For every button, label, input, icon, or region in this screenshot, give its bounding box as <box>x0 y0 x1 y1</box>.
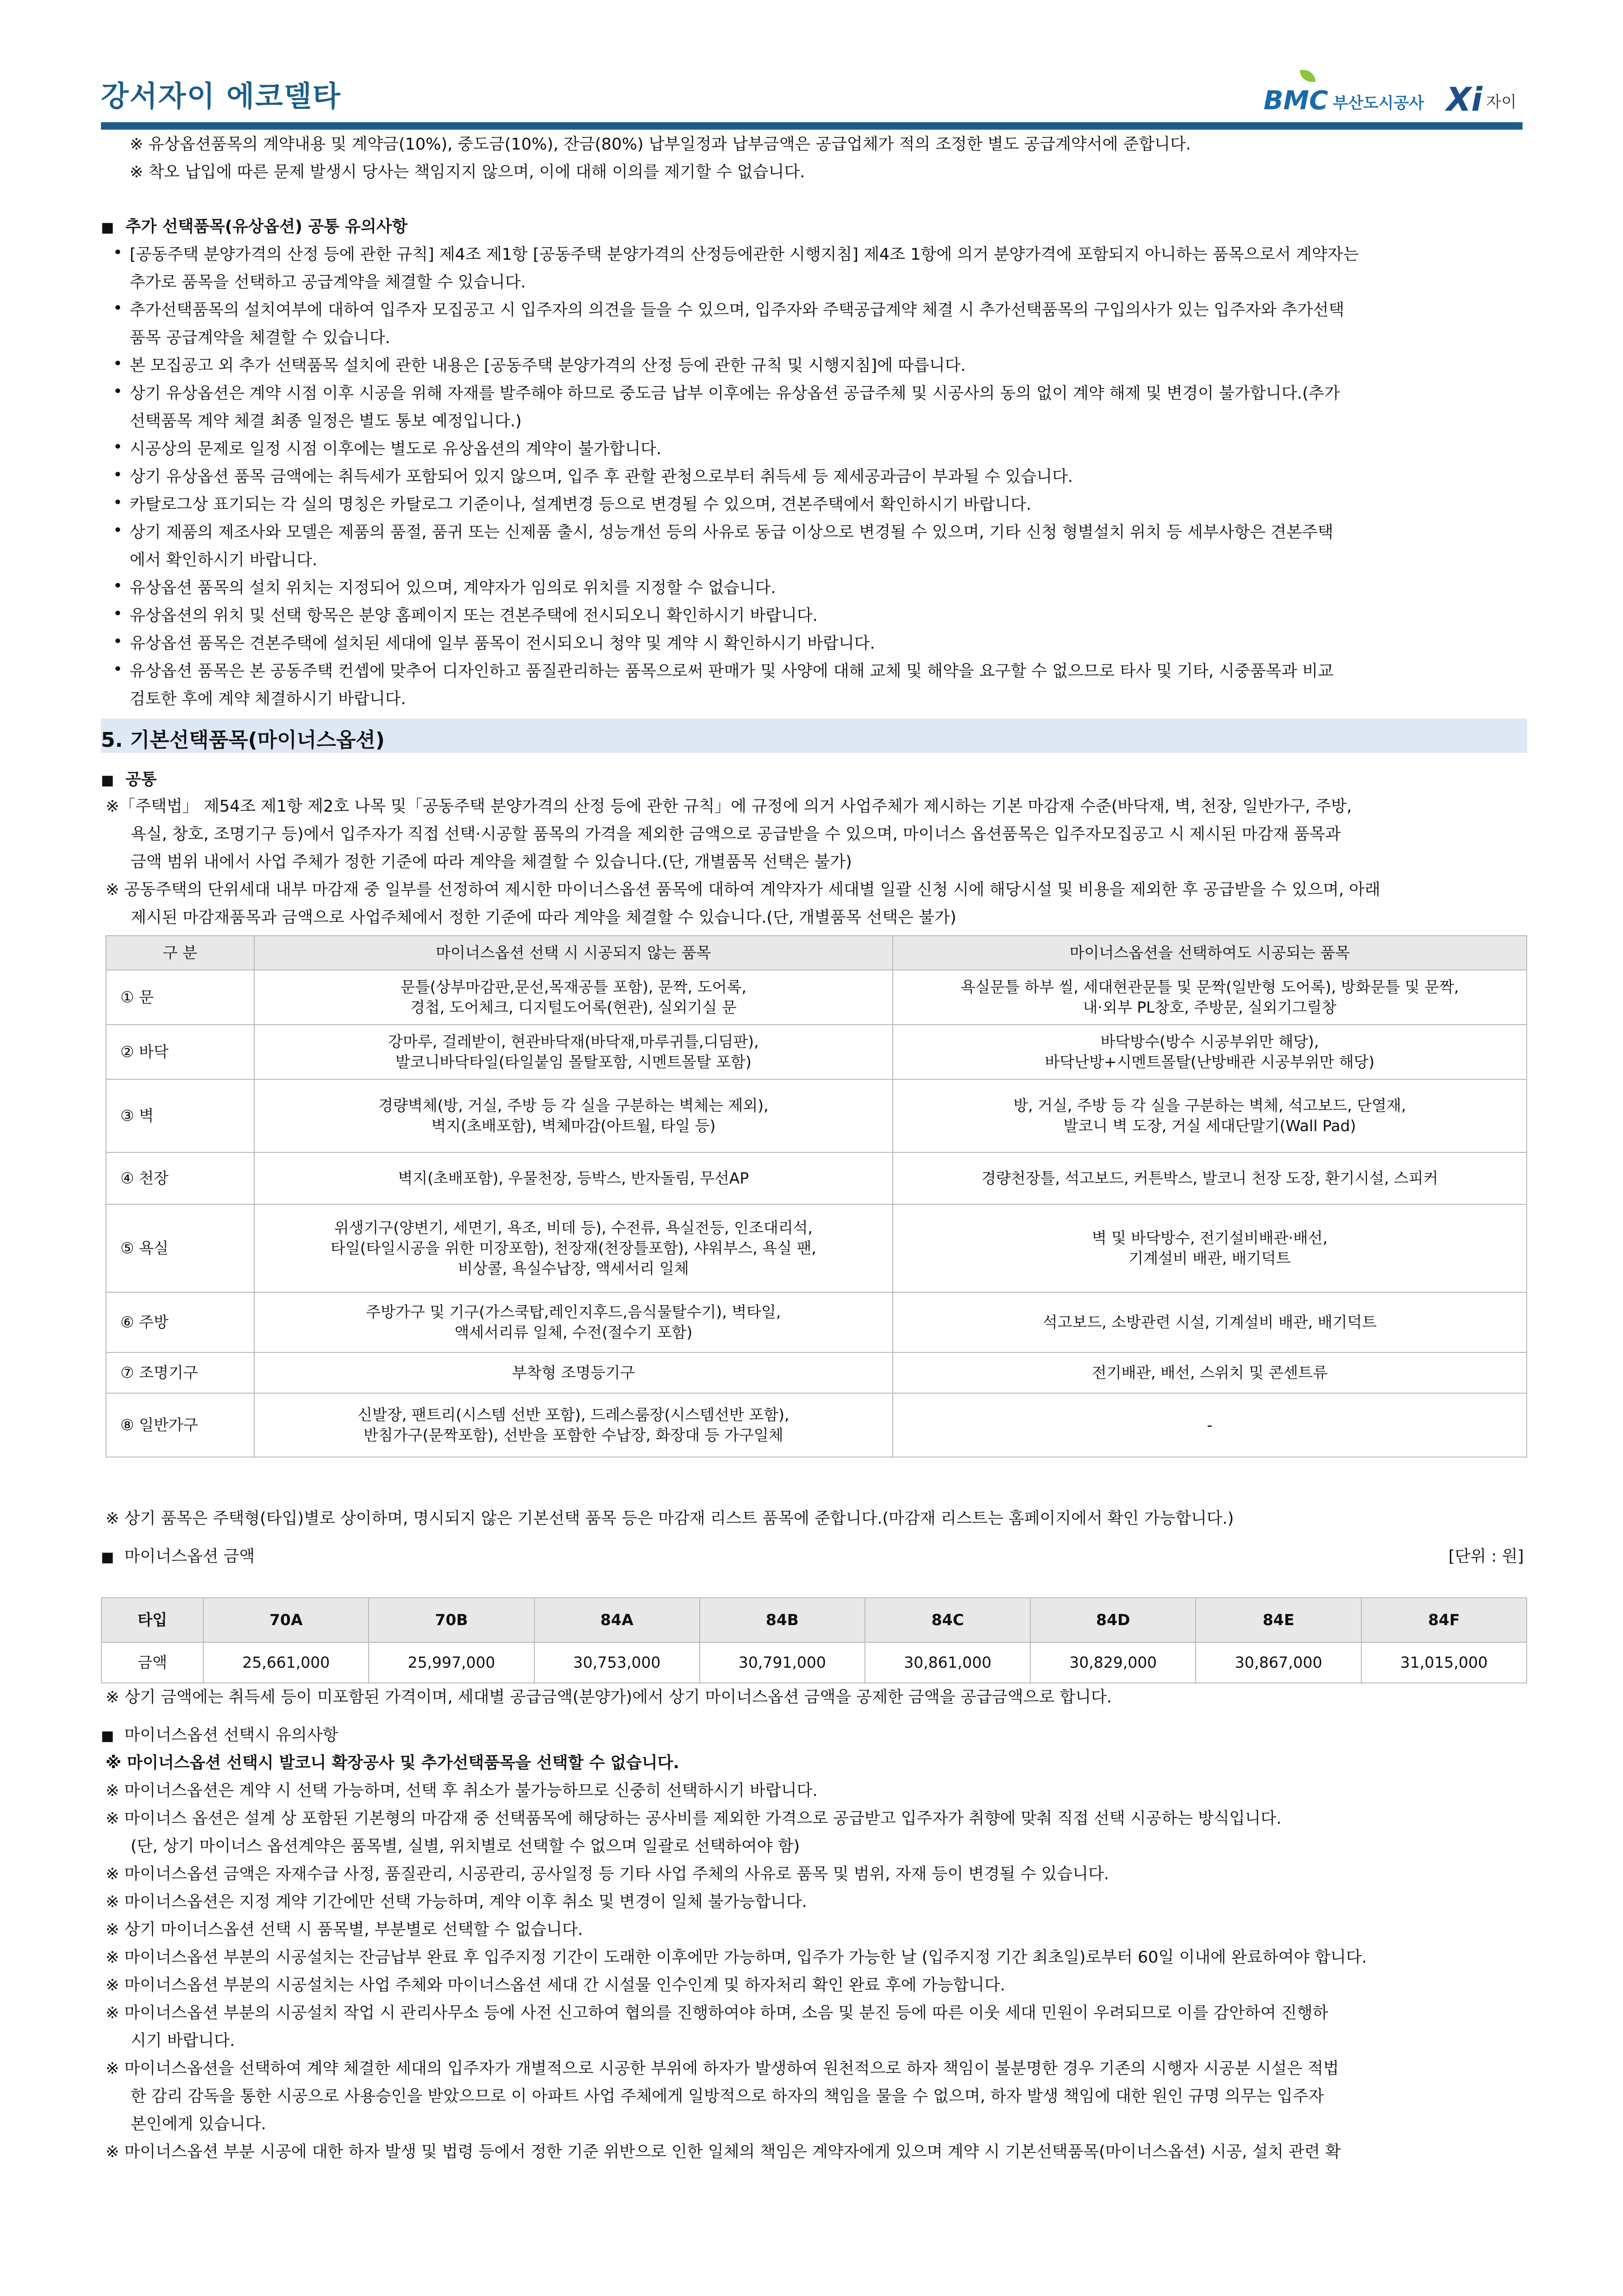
type-header: 84A <box>534 1598 700 1642</box>
cell-line: 전기배관, 배선, 스위치 및 콘센트류 <box>1091 1364 1328 1382</box>
option-note-line: 검토한 후에 계약 체결하시기 바랍니다. <box>130 690 406 708</box>
type-header: 70A <box>203 1598 369 1642</box>
option-note-line: 유상옵션 품목은 견본주택에 설치된 세대에 일부 품목이 전시되오니 청약 및 계약 시 확인하시기 바랍니다. <box>130 634 875 653</box>
price-cell: 30,861,000 <box>865 1642 1030 1683</box>
table-row <box>106 1393 1527 1457</box>
table-row <box>106 1025 1527 1079</box>
xi-logo-text: 자이 <box>1486 93 1516 112</box>
table-row <box>106 1204 1527 1292</box>
option-note-line: 추가로 품목을 선택하고 공급계약을 체결할 수 있습니다. <box>130 273 526 292</box>
caution-line: (단, 상기 마이너스 옵션계약은 품목별, 실별, 위치별로 선택할 수 없으며 일괄로 선택하여야 함) <box>131 1837 800 1856</box>
section-5-header <box>101 719 1527 753</box>
row-header: 타입 <box>101 1598 203 1642</box>
cell-line: 경량천장틀, 석고보드, 커튼박스, 발코니 천장 도장, 환기시설, 스피커 <box>981 1169 1438 1187</box>
column-header: 마이너스옵션을 선택하여도 시공되는 품목 <box>893 936 1527 970</box>
top-note: ※ 유상옵션품목의 계약내용 및 계약금(10%), 중도금(10%), 잔금(80%) 납부일정과 납부금액은 공급업체가 적의 조정한 별도 공급계약서에 준합니다. <box>130 135 1191 154</box>
category-cell: ④ 천장 <box>106 1152 254 1204</box>
included-items-cell <box>893 1393 1527 1457</box>
xi-logo <box>1446 81 1516 119</box>
bullet-icon: • <box>113 521 123 540</box>
price-cell: 30,753,000 <box>534 1642 700 1683</box>
top-note: ※ 착오 납입에 따른 문제 발생시 당사는 책임지지 않으며, 이에 대해 이의를 제기할 수 없습니다. <box>130 163 805 181</box>
cell-line: 문틀(상부마감판,문선,목재공틀 포함), 문짝, 도어록, <box>400 978 746 996</box>
common-heading-text: 공통 <box>125 770 157 789</box>
common-note: 욕실, 창호, 조명기구 등)에서 입주자가 직접 선택·시공할 품목의 가격을 제외한 금액으로 공급받을 수 있으며, 마이너스 옵션품목은 입주자모집공고 시 제시된 마감재 품목과 <box>131 825 1341 844</box>
option-note-line: 유상옵션 품목의 설치 위치는 지정되어 있으며, 계약자가 임의로 위치를 지정할 수 없습니다. <box>130 579 776 597</box>
cell-line: 욕실문틀 하부 씰, 세대현관문틀 및 문짝(일반형 도어록), 방화문틀 및 문짝, <box>960 978 1459 996</box>
excluded-items-cell <box>254 1292 893 1352</box>
caution-line: ※ 마이너스옵션은 지정 계약 기간에만 선택 가능하며, 계약 이후 취소 및 변경이 일체 불가능합니다. <box>106 1893 807 1911</box>
common-note: 금액 범위 내에서 사업 주체가 정한 기준에 따라 계약을 체결할 수 있습니다.(단, 개별품목 선택은 불가) <box>131 853 852 871</box>
excluded-items-cell <box>254 970 893 1025</box>
bullet-icon: • <box>113 466 123 484</box>
cell-line: 신발장, 팬트리(시스템 선반 포함), 드레스룸장(시스템선반 포함), <box>357 1406 790 1424</box>
caution-line: 한 감리 감독을 통한 시공으로 사용승인을 받았으므로 이 아파트 사업 주체에게 일방적으로 하자의 책임을 물을 수 없으며, 하자 발생 책임에 대한 원인 규명 의무는 입주자 <box>131 2087 1324 2106</box>
header-divider <box>101 122 1523 130</box>
caution-line: ※ 마이너스옵션을 선택하여 계약 체결한 세대의 입주자가 개별적으로 시공한 부위에 하자가 발생하여 원천적으로 하자 책임이 불분명한 경우 기존의 시행자 시공분 시설은 적법 <box>106 2059 1339 2078</box>
caution-line: ※ 마이너스옵션 선택시 발코니 확장공사 및 추가선택품목을 선택할 수 없습니다. <box>106 1754 679 1772</box>
category-cell: ⑦ 조명기구 <box>106 1352 254 1393</box>
square-bullet-icon: ■ <box>101 1549 114 1565</box>
table-note: ※ 상기 품목은 주택형(타입)별로 상이하며, 명시되지 않은 기본선택 품목 등은 마감재 리스트 품목에 준합니다.(마감재 리스트는 홈페이지에서 확인 가능합니다.) <box>106 1509 1234 1528</box>
type-header: 84F <box>1361 1598 1527 1642</box>
caution-line: ※ 상기 마이너스옵션 선택 시 품목별, 부분별로 선택할 수 없습니다. <box>106 1921 583 1939</box>
bmc-logo-text: 부산도시공사 <box>1333 94 1424 113</box>
section-5-title: 5. 기본선택품목(마이너스옵션) <box>101 728 385 752</box>
category-cell: ⑤ 욕실 <box>106 1204 254 1292</box>
caution-heading-text: 마이너스옵션 선택시 유의사항 <box>124 1726 338 1745</box>
common-note: ※「주택법」 제54조 제1항 제2호 나목 및「공동주택 분양가격의 산정 등에 관한 규칙」에 규정에 의거 사업주체가 제시하는 기본 마감재 수준(바닥재, 벽, 천장, 일반가구, 주방, <box>106 797 1352 816</box>
option-note-line: 카탈로그상 표기되는 각 실의 명칭은 카탈로그 기준이나, 설계변경 등으로 변경될 수 있으며, 견본주택에서 확인하시기 바랍니다. <box>130 495 1032 514</box>
caution-line: 본인에게 있습니다. <box>131 2115 266 2133</box>
table-row <box>106 1152 1527 1204</box>
square-bullet-icon: ■ <box>101 1728 114 1744</box>
cell-line: 벽 및 바닥방수, 전기설비배관·배선, <box>1091 1229 1328 1247</box>
table-row <box>106 1079 1527 1152</box>
price-cell: 25,997,000 <box>369 1642 534 1683</box>
caution-line: ※ 마이너스옵션 부분의 시공설치 작업 시 관리사무소 등에 사전 신고하여 협의를 진행하여야 하며, 소음 및 분진 등에 따른 이웃 세대 민원이 우려되므로 이를 감안하여 진행하 <box>106 2004 1328 2022</box>
type-header: 84D <box>1030 1598 1196 1642</box>
bullet-icon: • <box>113 605 123 623</box>
excluded-items-cell <box>254 1025 893 1079</box>
category-cell: ② 바닥 <box>106 1025 254 1079</box>
price-cell: 30,829,000 <box>1030 1642 1196 1683</box>
bullet-icon: • <box>113 299 123 318</box>
price-cell: 31,015,000 <box>1361 1642 1527 1683</box>
cell-line: 벽지(초배포함), 우물천장, 등박스, 반자돌림, 무선AP <box>398 1169 749 1187</box>
price-table-type-row <box>101 1598 1527 1642</box>
price-note: ※ 상기 금액에는 취득세 등이 미포함된 가격이며, 세대별 공급금액(분양가)에서 상기 마이너스옵션 금액을 공제한 금액을 공급금액으로 합니다. <box>106 1688 1112 1707</box>
price-cell: 30,867,000 <box>1196 1642 1361 1683</box>
bullet-icon: • <box>113 355 123 373</box>
excluded-items-cell <box>254 1352 893 1393</box>
cell-line: 주방가구 및 기구(가스쿡탑,레인지후드,음식물탈수기), 벽타일, <box>366 1303 781 1321</box>
cell-line: 경량벽체(방, 거실, 주방 등 각 실을 구분하는 벽체는 제외), <box>378 1096 769 1114</box>
table-row <box>106 970 1527 1025</box>
cell-line: 기계설비 배관, 배기덕트 <box>1128 1249 1291 1267</box>
column-header: 구 분 <box>106 936 254 970</box>
option-note-line: 선택품목 계약 체결 최종 일정은 별도 통보 예정입니다.) <box>130 412 522 431</box>
caution-line: ※ 마이너스옵션 부분 시공에 대한 하자 발생 및 법령 등에서 정한 기준 위반으로 인한 일체의 책임은 계약자에게 있으며 계약 시 기본선택품목(마이너스옵션) 시공, 설치 관련 확 <box>106 2143 1341 2161</box>
minus-option-price-table <box>101 1597 1527 1683</box>
option-note-line: 추가선택품목의 설치여부에 대하여 입주자 모집공고 시 입주자의 의견을 들을 수 있으며, 입주자와 주택공급계약 체결 시 추가선택품목의 구입의사가 있는 입주자와 추가선택 <box>130 301 1345 319</box>
table-header-row <box>106 936 1527 970</box>
logo-group <box>1263 69 1516 119</box>
cell-line: 경첩, 도어체크, 디지털도어록(현관), 실외기실 문 <box>410 998 737 1016</box>
bullet-icon: • <box>113 494 123 512</box>
price-heading <box>101 1545 255 1569</box>
caution-line: ※ 마이너스옵션은 계약 시 선택 가능하며, 선택 후 취소가 불가능하므로 신중히 선택하시기 바랍니다. <box>106 1782 818 1800</box>
bmc-logo-mark <box>1264 86 1328 116</box>
cell-line: - <box>1207 1416 1213 1434</box>
bullet-icon: • <box>113 660 123 679</box>
type-header: 84B <box>700 1598 865 1642</box>
included-items-cell <box>893 970 1527 1025</box>
included-items-cell <box>893 1292 1527 1352</box>
price-cell: 30,791,000 <box>700 1642 865 1683</box>
cell-line: 석고보드, 소방관련 시설, 기계설비 배관, 배기덕트 <box>1042 1313 1377 1331</box>
type-header: 84E <box>1196 1598 1361 1642</box>
cell-line: 발코니 벽 도장, 거실 세대단말기(Wall Pad) <box>1063 1117 1356 1135</box>
category-cell: ① 문 <box>106 970 254 1025</box>
caution-line: ※ 마이너스 옵션은 설계 상 포함된 기본형의 마감재 중 선택품목에 해당하는 공사비를 제외한 가격으로 공급받고 입주자가 취향에 맞춰 직접 선택 시공하는 방식입니다. <box>106 1809 1282 1828</box>
caution-line: ※ 마이너스옵션 부분의 시공설치는 사업 주체와 마이너스옵션 세대 간 시설물 인수인계 및 하자처리 확인 완료 후에 가능합니다. <box>106 1976 1005 1995</box>
common-note: ※ 공동주택의 단위세대 내부 마감재 중 일부를 선정하여 제시한 마이너스옵션 품목에 대하여 계약자가 세대별 일괄 신청 시에 해당시설 및 비용을 제외한 후 공급받을 수 있으며, 아래 <box>106 881 1380 899</box>
included-items-cell <box>893 1352 1527 1393</box>
square-bullet-icon: ■ <box>101 772 114 788</box>
option-heading <box>101 216 407 239</box>
included-items-cell <box>893 1204 1527 1292</box>
cell-line: 내·외부 PL창호, 주방문, 실외기그릴창 <box>1083 998 1337 1016</box>
type-header: 84C <box>865 1598 1030 1642</box>
option-note-line: 유상옵션 품목은 본 공동주택 컨셉에 맞추어 디자인하고 품질관리하는 품목으로써 판매가 및 사양에 대해 교체 및 해약을 요구할 수 없으므로 타사 및 기타, 시중품목과 비교 <box>130 662 1334 681</box>
bullet-icon: • <box>113 382 123 401</box>
leaf-icon <box>1300 70 1316 82</box>
option-note-line: 유상옵션의 위치 및 선택 항목은 분양 홈페이지 또는 견본주택에 전시되오니 확인하시기 바랍니다. <box>130 607 818 625</box>
excluded-items-cell <box>254 1393 893 1457</box>
included-items-cell <box>893 1079 1527 1152</box>
excluded-items-cell <box>254 1152 893 1204</box>
option-note-line: 상기 유상옵션은 계약 시점 이후 시공을 위해 자재를 발주해야 하므로 중도금 납부 이후에는 유상옵션 공급주체 및 시공사의 동의 없이 계약 해제 및 변경이 불가합니다.(추가 <box>130 384 1340 403</box>
bmc-logo-letters: BMC <box>1263 86 1328 116</box>
price-unit: [단위 : 원] <box>1448 1547 1524 1566</box>
cell-line: 위생기구(양변기, 세면기, 욕조, 비데 등), 수전류, 욕실전등, 인조대리석, <box>334 1219 813 1237</box>
bullet-icon: • <box>113 632 123 651</box>
xi-logo-mark: Xi <box>1446 81 1483 119</box>
minus-option-table <box>106 935 1527 1458</box>
bullet-icon: • <box>113 438 123 457</box>
cell-line: 반침가구(문짝포함), 선반을 포함한 수납장, 화장대 등 가구일체 <box>363 1426 783 1444</box>
option-note-line: 본 모집공고 외 추가 선택품목 설치에 관한 내용은 [공동주택 분양가격의 산정 등에 관한 규칙 및 시행지침]에 따릅니다. <box>130 357 966 375</box>
option-note-line: 에서 확인하시기 바랍니다. <box>130 551 318 569</box>
bmc-logo <box>1264 86 1424 116</box>
cell-line: 발코니바닥타일(타일붙임 몰탈포함, 시멘트몰탈 포함) <box>395 1053 752 1071</box>
cell-line: 부착형 조명등기구 <box>512 1364 635 1382</box>
caution-line: ※ 마이너스옵션 금액은 자재수급 사정, 품질관리, 시공관리, 공사일정 등 기타 사업 주체의 사유로 품목 및 범위, 자재 등이 변경될 수 있습니다. <box>106 1865 1109 1883</box>
cell-line: 강마루, 걸레받이, 현관바닥재(바닥재,마루귀틀,디딤판), <box>388 1032 759 1051</box>
cell-line: 액세서리류 일체, 수전(절수기 포함) <box>454 1323 693 1341</box>
column-header: 마이너스옵션 선택 시 시공되지 않는 품목 <box>254 936 893 970</box>
table-row <box>106 1352 1527 1393</box>
caution-heading <box>101 1724 338 1747</box>
cell-line: 방, 거실, 주방 등 각 실을 구분하는 벽체, 석고보드, 단열재, <box>1013 1096 1406 1114</box>
page-title: 강서자이 에코델타 <box>101 79 341 113</box>
cell-line: 바닥방수(방수 시공부위만 해당), <box>1100 1032 1319 1051</box>
price-table-price-row <box>101 1642 1527 1683</box>
caution-line: ※ 마이너스옵션 부분의 시공설치는 잔금납부 완료 후 입주지정 기간이 도래한 이후에만 가능하며, 입주가 가능한 날 (입주지정 기간 최초일)로부터 60일 이내에 완료하여야 합니다. <box>106 1948 1367 1967</box>
included-items-cell <box>893 1025 1527 1079</box>
cell-line: 벽지(초배포함), 벽체마감(아트월, 타일 등) <box>431 1117 716 1135</box>
caution-line: 시기 바랍니다. <box>131 2032 235 2050</box>
option-note-line: [공동주택 분양가격의 산정 등에 관한 규칙] 제4조 제1항 [공동주택 분양가격의 산정등에관한 시행지침] 제4조 1항에 의거 분양가격에 포함되지 아니하는 품목으로서 계약자는 <box>130 245 1359 264</box>
option-note-line: 품목 공급계약을 체결할 수 있습니다. <box>130 329 390 347</box>
option-heading-text: 추가 선택품목(유상옵션) 공통 유의사항 <box>125 218 408 236</box>
option-note-line: 상기 유상옵션 품목 금액에는 취득세가 포함되어 있지 않으며, 입주 후 관할 관청으로부터 취득세 등 제세공과금이 부과될 수 있습니다. <box>130 468 1073 486</box>
option-note-line: 시공상의 문제로 일정 시점 이후에는 별도로 유상옵션의 계약이 불가합니다. <box>130 440 662 458</box>
included-items-cell <box>893 1152 1527 1204</box>
cell-line: 타일(타일시공을 위한 미장포함), 천장재(천장틀포함), 샤워부스, 욕실 팬, <box>330 1239 816 1257</box>
bullet-icon: • <box>113 244 123 262</box>
common-heading <box>101 769 157 792</box>
cell-line: 비상콜, 욕실수납장, 액세서리 일체 <box>457 1259 689 1277</box>
row-header: 금액 <box>101 1642 203 1683</box>
common-note: 제시된 마감재품목과 금액으로 사업주체에서 정한 기준에 따라 계약을 체결할 수 있습니다.(단, 개별품목 선택은 불가) <box>131 908 957 927</box>
type-header: 70B <box>369 1598 534 1642</box>
square-bullet-icon: ■ <box>101 219 114 236</box>
category-cell: ③ 벽 <box>106 1079 254 1152</box>
excluded-items-cell <box>254 1204 893 1292</box>
option-note-line: 상기 제품의 제조사와 모델은 제품의 품절, 품귀 또는 신제품 출시, 성능개선 등의 사유로 동급 이상으로 변경될 수 있으며, 기타 신청 형별설치 위치 등 세부사항은 견본주택 <box>130 523 1334 542</box>
excluded-items-cell <box>254 1079 893 1152</box>
bullet-icon: • <box>113 577 123 595</box>
price-cell: 25,661,000 <box>203 1642 369 1683</box>
category-cell: ⑧ 일반가구 <box>106 1393 254 1457</box>
price-heading-text: 마이너스옵션 금액 <box>124 1547 255 1566</box>
table-row <box>106 1292 1527 1352</box>
cell-line: 바닥난방+시멘트몰탈(난방배관 시공부위만 해당) <box>1045 1053 1375 1071</box>
category-cell: ⑥ 주방 <box>106 1292 254 1352</box>
